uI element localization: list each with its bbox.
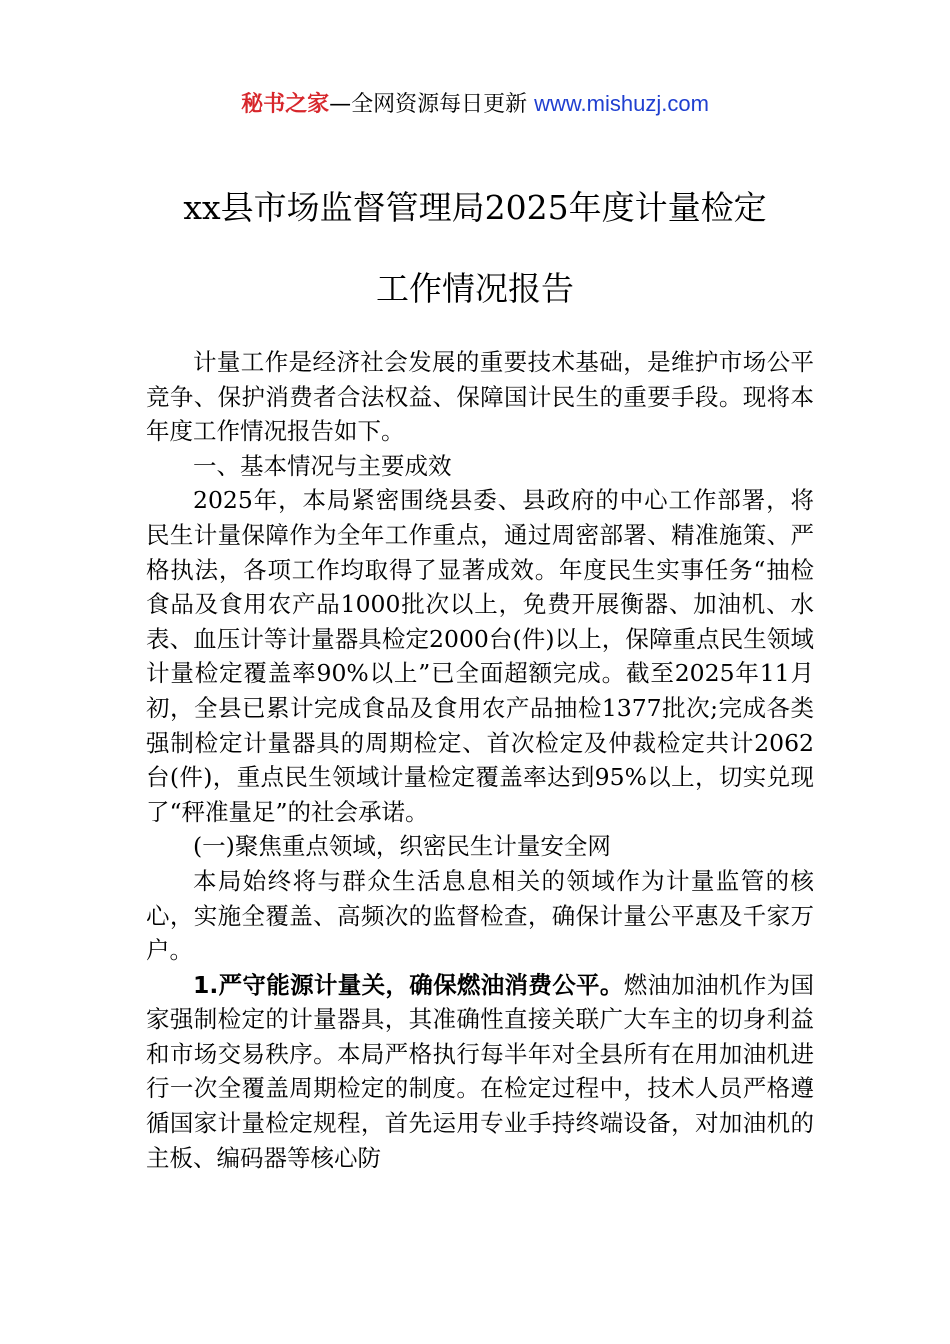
site-url-link[interactable]: www.mishuzj.com bbox=[534, 91, 709, 116]
document-body bbox=[146, 345, 814, 1175]
title-line-1: xx县市场监督管理局2025年度计量检定 bbox=[183, 188, 767, 227]
paragraph-text: 本局始终将与群众生活息息相关的领域作为计量监管的核心，实施全覆盖、高频次的监督检查，确保计量公平惠及千家万户。 bbox=[146, 866, 814, 965]
paragraph-intro bbox=[146, 345, 814, 449]
site-brand: 秘书之家 bbox=[241, 92, 330, 117]
paragraph-focus bbox=[146, 864, 814, 968]
paragraph-fuel bbox=[146, 968, 814, 1176]
title-line-2: 工作情况报告 bbox=[376, 269, 574, 308]
section-heading-1 bbox=[146, 449, 814, 484]
heading-text: (一)聚焦重点领域，织密民生计量安全网 bbox=[193, 832, 611, 861]
paragraph-text: 燃油加油机作为国家强制检定的计量器具，其准确性直接关联广大车主的切身利益和市场交易秩序。本局严格执行每半年对全县所有在用加油机进行一次全覆盖周期检定的制度。在检定过程中，技术人员严格遵循国家计量检定规程，首先运用专业手持终端设备，对加油机的主板、编码器等核心防 bbox=[146, 970, 815, 1172]
heading-text: 一、基本情况与主要成效 bbox=[193, 451, 452, 480]
subsection-heading-1 bbox=[146, 829, 814, 864]
paragraph-summary bbox=[146, 483, 814, 829]
site-header bbox=[0, 88, 950, 121]
document-title bbox=[60, 180, 890, 317]
bold-lead-in: 1.严守能源计量关，确保燃油消费公平。 bbox=[193, 970, 624, 999]
paragraph-text: 计量工作是经济社会发展的重要技术基础，是维护市场公平竞争、保护消费者合法权益、保障国计民生的重要手段。现将本年度工作情况报告如下。 bbox=[146, 348, 814, 446]
site-tagline: —全网资源每日更新 bbox=[329, 92, 535, 117]
paragraph-text: 2025年，本局紧密围绕县委、县政府的中心工作部署，将民生计量保障作为全年工作重点，通过周密部署、精准施策、严格执法，各项工作均取得了显著成效。年度民生实事任务“抽检食品及食用农产品1000批次以上，免费开展衡器、加油机、水表、血压计等计量器具检定2000台(件)以上，保障重点民生领域计量检定覆盖率90%以上”已全面超额完成。截至2025年11月初，全县已累计完成食品及食用农产品抽检1377批次;完成各类强制检定计量器具的周期检定、首次检定及仲裁检定共计2062台(件)，重点民生领域计量检定覆盖率达到95%以上，切实兑现了“秤准量足”的社会承诺。 bbox=[146, 486, 814, 826]
